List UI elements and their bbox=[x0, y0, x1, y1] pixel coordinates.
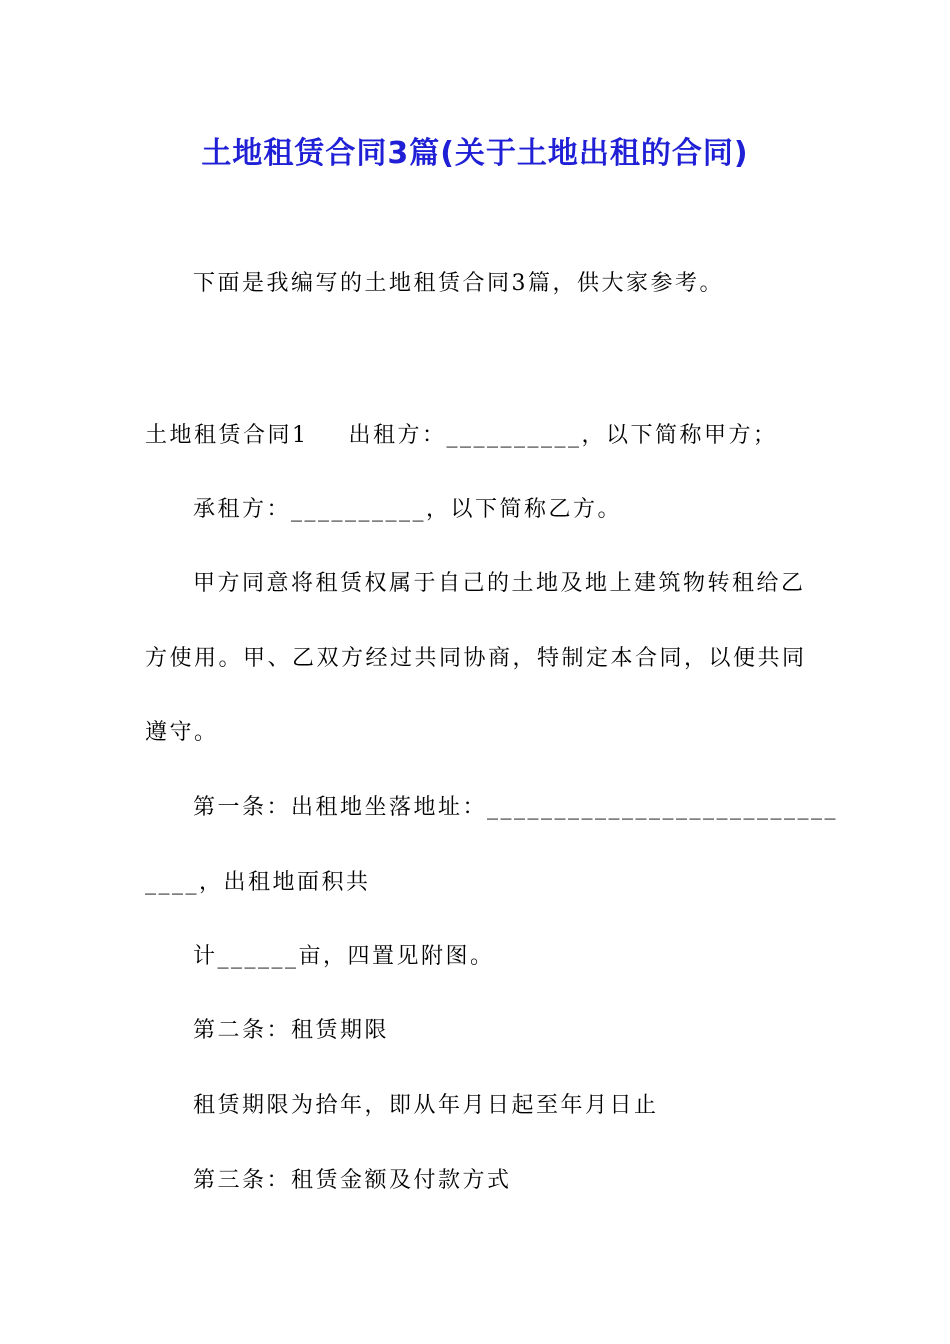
article-3-title: 第三条：租赁金额及付款方式 bbox=[193, 1168, 512, 1193]
paragraph-1-line-2: 方使用。甲、乙双方经过共同协商，特制定本合同，以便共同 bbox=[145, 646, 807, 671]
contract-heading: 土地租赁合同1 bbox=[145, 423, 309, 448]
contract-heading-line bbox=[145, 418, 810, 454]
document-title: 土地租赁合同3篇(关于土地出租的合同) bbox=[201, 136, 749, 171]
article-2-text: 租赁期限为拾年，即从年月日起至年月日止 bbox=[193, 1093, 659, 1118]
article-2-title: 第二条：租赁期限 bbox=[193, 1018, 390, 1043]
lessee-line: 承租方：__________，以下简称乙方。 bbox=[193, 497, 623, 522]
lessor-line: 出租方：__________，以下简称甲方； bbox=[348, 423, 778, 448]
article-1-line-1: 第一条：出租地坐落地址：__________________________ bbox=[193, 795, 839, 820]
intro-paragraph: 下面是我编写的土地租赁合同3篇，供大家参考。 bbox=[193, 271, 724, 296]
paragraph-1-line-1: 甲方同意将租赁权属于自己的土地及地上建筑物转租给乙 bbox=[193, 571, 806, 596]
paragraph-1-line-3: 遵守。 bbox=[145, 720, 219, 745]
article-1-line-2: ____，出租地面积共 bbox=[145, 870, 371, 895]
article-1-line-3: 计______亩，四置见附图。 bbox=[193, 944, 495, 969]
